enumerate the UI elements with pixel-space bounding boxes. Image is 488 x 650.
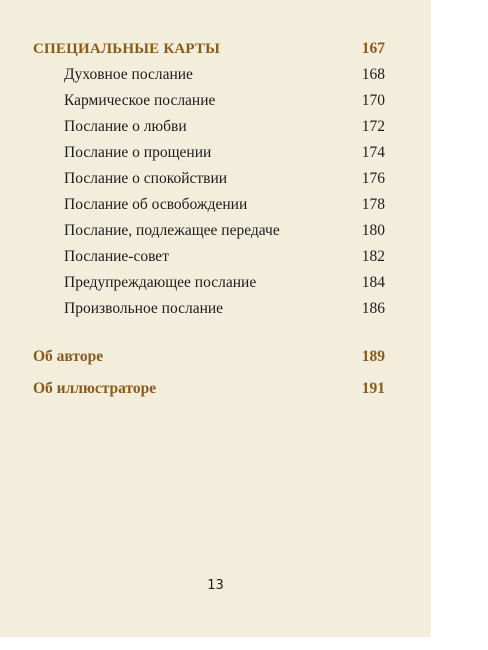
toc-entry-page: 182	[361, 248, 385, 265]
section-spacer	[33, 322, 385, 344]
toc-entry-page: 176	[361, 170, 385, 187]
toc-about-author[interactable]	[33, 344, 385, 370]
toc-entry[interactable]	[33, 62, 385, 88]
toc-entry[interactable]	[33, 140, 385, 166]
toc-entry[interactable]	[33, 218, 385, 244]
toc-entry[interactable]	[33, 88, 385, 114]
toc-entry-title: Произвольное послание	[64, 300, 224, 317]
toc-entry[interactable]	[33, 244, 385, 270]
toc-entry-page: 184	[361, 274, 385, 291]
toc-entry-title: Послание-совет	[64, 248, 169, 265]
toc-entry-page: 172	[361, 118, 385, 135]
toc-entry-title: Кармическое послание	[64, 92, 216, 109]
toc-entry-title: Послание о любви	[64, 118, 187, 135]
toc-entry-page: 174	[361, 144, 385, 161]
toc-entry-page: 170	[361, 92, 385, 109]
toc-entry[interactable]	[33, 114, 385, 140]
toc-entry-title: Предупреждающее послание	[64, 274, 257, 291]
toc-entry-title: Послание о спокойствии	[64, 170, 228, 187]
toc-about-illustrator-page: 191	[361, 380, 385, 397]
toc-entry-title: Послание, подлежащее передаче	[64, 222, 280, 239]
toc-entry-page: 180	[361, 222, 385, 239]
toc-entry-title: Послание о прощении	[64, 144, 212, 161]
toc-entry-title: Духовное послание	[64, 66, 193, 83]
toc-about-author-page: 189	[361, 348, 385, 365]
toc-entry[interactable]	[33, 192, 385, 218]
toc-entry-page: 168	[361, 66, 385, 83]
toc-about-illustrator[interactable]	[33, 376, 385, 402]
toc-entry-title: Послание об освобождении	[64, 196, 248, 213]
toc-section-page: 167	[361, 40, 385, 57]
toc-section-heading[interactable]	[33, 36, 385, 62]
toc-entry[interactable]	[33, 166, 385, 192]
toc-section-title: СПЕЦИАЛЬНЫЕ КАРТЫ	[33, 41, 221, 57]
toc-about-illustrator-title: Об иллюстраторе	[33, 380, 157, 397]
page-number: 13	[207, 578, 224, 593]
table-of-contents	[33, 36, 385, 402]
toc-entry[interactable]	[33, 270, 385, 296]
toc-entry[interactable]	[33, 296, 385, 322]
toc-entry-page: 186	[361, 300, 385, 317]
toc-entry-page: 178	[361, 196, 385, 213]
toc-about-author-title: Об авторе	[33, 348, 104, 365]
